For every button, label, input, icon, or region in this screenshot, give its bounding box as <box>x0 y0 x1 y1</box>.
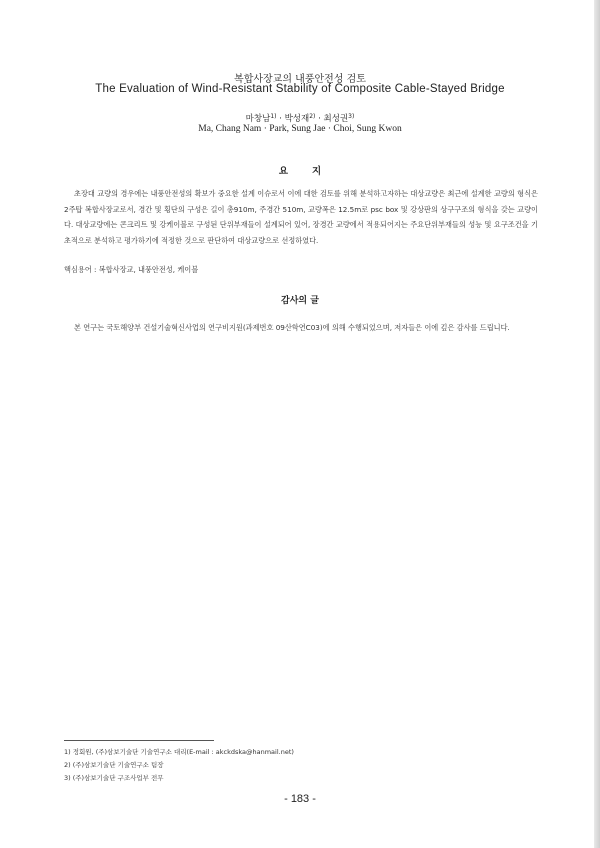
author-name: 박성재 <box>284 114 310 124</box>
acknowledgement-body: 본 연구는 국토해양부 건설기술혁신사업의 연구비지원(과제번호 09산학연C03)에 의해 수행되었으며, 저자들은 이에 깊은 감사를 드립니다. <box>74 323 510 332</box>
author-separator: · <box>315 114 324 124</box>
footnote: 2) (주)삼보기술단 기술연구소 팀장 <box>64 761 164 769</box>
author-name: 최성권 <box>323 114 349 124</box>
footnote-divider <box>64 740 214 741</box>
abstract-body: 초장대 교량의 경우에는 내풍안전성의 확보가 중요한 설계 이슈로서 이에 대한 검토를 위해 분석하고자하는 대상교량은 최근에 설계한 교량의 형식은 2주탑 복합사장교로서, 경간 및 횡단의 구성은 길이 총910m, 주경간 510m, 교량폭은 12.5m로 psc box 및 강상판의 상구구조의 형식을 갖는 교량이다. 대상교량에는 콘크리트 및 강케이블로 구성된 단위부재들이 설계되어 있어, 장경간 교량에서 적용되어지는 주요단위부재들의 성능 및 요구조건을 기초적으로 분석하고 평가하기에 적정한 것으로 판단하여 대상교량으로 선정하였다. <box>64 189 538 246</box>
footnotes <box>64 746 538 785</box>
abstract-heading: 요지 <box>278 166 346 177</box>
author-footnote-mark: 1) <box>270 113 277 120</box>
title-korean: 복합사장교의 내풍안전성 검토 <box>234 74 366 85</box>
authors-english: Ma, Chang Nam · Park, Sung Jae · Choi, Sung Kwon <box>198 124 402 134</box>
keywords: 핵심용어 : 복합사장교, 내풍안전성, 케이블 <box>64 265 199 274</box>
author-footnote-mark: 2) <box>309 113 316 120</box>
page-number: - 183 - <box>284 793 316 805</box>
footnote: 1) 정회원, (주)삼보기술단 기술연구소 대리(E-mail : akckdska@hanmail.net) <box>64 748 294 756</box>
author-separator: · <box>276 114 285 124</box>
footnote: 3) (주)삼보기술단 구조사업부 전무 <box>64 774 164 782</box>
author-footnote-mark: 3) <box>348 113 355 120</box>
acknowledgement-heading: 감사의 글 <box>281 296 319 306</box>
title-english: The Evaluation of Wind-Resistant Stability of Composite Cable-Stayed Bridge <box>95 83 505 95</box>
author-name: 마창남 <box>245 114 271 124</box>
authors-korean <box>0 112 600 124</box>
